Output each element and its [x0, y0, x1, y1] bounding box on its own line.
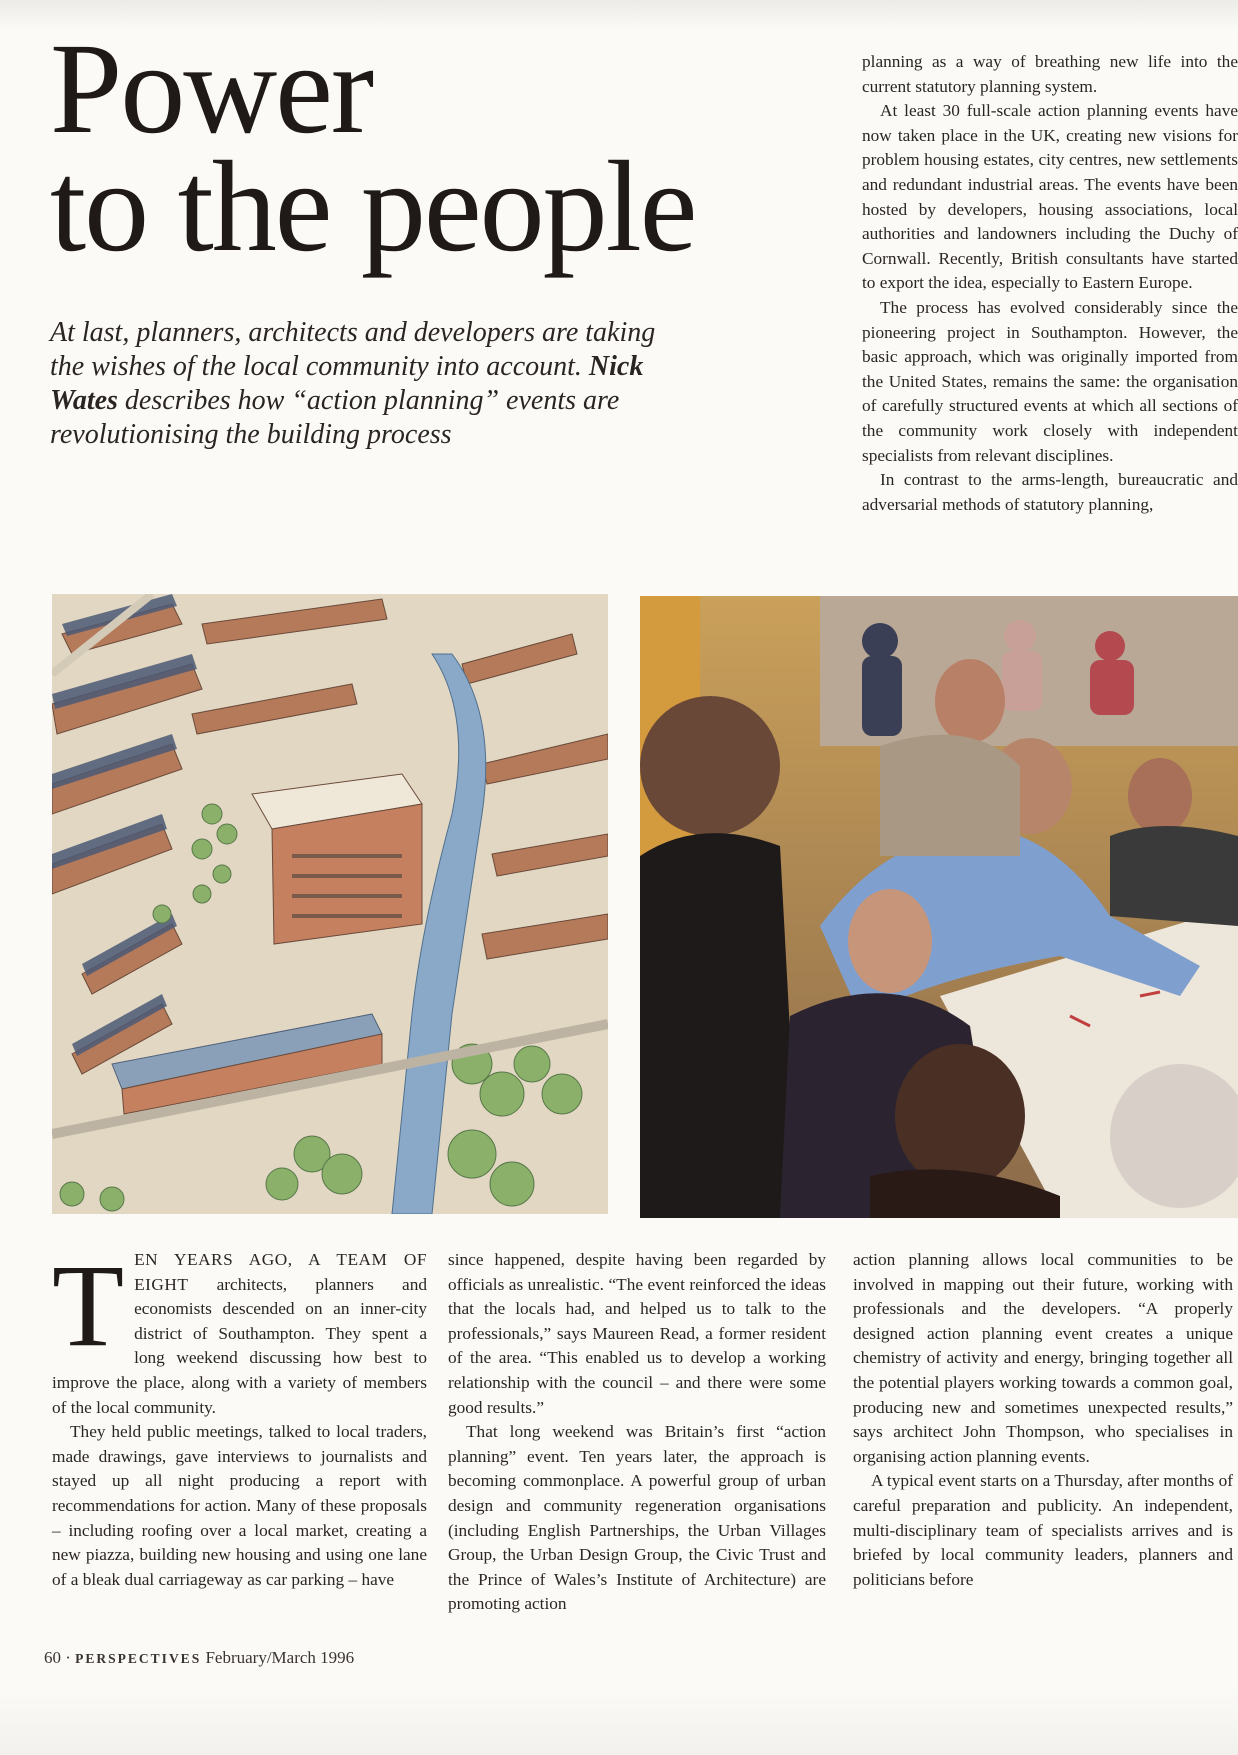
aerial-illustration-drawing — [52, 594, 608, 1214]
standfirst-text-b: describes how “action planning” events are revolutionising the building process — [50, 385, 620, 450]
page-footer — [44, 1648, 354, 1668]
article-title — [50, 17, 696, 279]
title-line-2: to the people — [50, 135, 696, 279]
standfirst — [50, 316, 690, 452]
top-right-paragraph: The process has evolved considerably since the pioneering project in Southampton. However, the basic approach, which was originally imported from the United States, remains the same: the organisation of carefully structured events at which all sections of the community work closely with independent specialists from relevant disciplines. — [862, 297, 1238, 465]
top-right-paragraph: At least 30 full-scale action planning events have now taken place in the UK, creating new visions for problem housing estates, city centres, new settlements and redundant industrial areas. The events have been hosted by developers, housing associations, local authorities and landowners including the Duchy of Cornwall. Recently, British consultants have started to export the idea, especially to Eastern Europe. — [862, 101, 1238, 293]
body-column-1 — [52, 1240, 427, 1592]
aerial-illustration — [52, 594, 608, 1214]
issue-date: February/March 1996 — [201, 1648, 355, 1667]
body-column-2 — [448, 1248, 826, 1617]
body-column-3 — [853, 1248, 1233, 1592]
standfirst-author: Nick Wates — [50, 351, 644, 416]
body-paragraph: They held public meetings, talked to local traders, made drawings, gave interviews to journalists and stayed up all night producing a report with recommendations for action. Many of these proposals – including roofing over a local market, creating a new piazza, building new housing and using one lane of a bleak dual carriageway as car parking – have — [52, 1422, 427, 1589]
lead-paragraph-text: architects, planners and economists descended on an inner-city district of Southampton. They spent a long weekend discussing how best to improve the place, along with a variety of members of the local community. — [52, 1274, 427, 1417]
drop-cap: T — [52, 1240, 125, 1371]
magazine-name: PERSPECTIVES — [75, 1651, 202, 1666]
body-paragraph: A typical event starts on a Thursday, after months of careful preparation and publicity. An independent, multi-disciplinary team of specialists arrives and is briefed by local community leaders, planners and politicians before — [853, 1471, 1233, 1589]
workshop-photograph — [640, 596, 1238, 1218]
workshop-photo-scene — [640, 596, 1238, 1218]
top-right-column — [862, 50, 1238, 517]
standfirst-text-a: At last, planners, architects and developers are taking the wishes of the local community into account. — [50, 317, 656, 382]
lead-in-smallcaps: EN YEARS AGO, A TEAM OF EIGHT — [134, 1250, 427, 1294]
body-paragraph: That long weekend was Britain’s first “action planning” event. Ten years later, the approach is becoming commonplace. A powerful group of urban design and community regeneration organisations (including English Partnerships, the Urban Villages Group, the Urban Design Group, the Civic Trust and the Prince of Wales’s Institute of Architecture) are promoting action — [448, 1422, 826, 1614]
body-paragraph: action planning allows local communities to be involved in mapping out their future, working with professionals and the developers. “A properly designed action planning event creates a unique chemistry of activity and energy, bringing together all the potential players working towards a common goal, producing new and sometimes unexpected results,” says architect John Thompson, who specialises in organising action planning events. — [853, 1250, 1233, 1466]
top-right-paragraph: In contrast to the arms-length, bureaucratic and adversarial methods of statutory planning, — [862, 470, 1238, 514]
title-line-1: Power — [50, 17, 373, 161]
body-paragraph: since happened, despite having been regarded by officials as unrealistic. “The event reinforced the ideas that the locals had, and helped us to talk to the professionals,” says Maureen Read, a former resident of the area. “This enabled us to develop a working relationship with the council – and there were some good results.” — [448, 1250, 826, 1417]
page-number: 60 — [44, 1648, 61, 1667]
top-right-paragraph: planning as a way of breathing new life into the current statutory planning system. — [862, 52, 1238, 96]
body-paragraph — [52, 1240, 427, 1420]
footer-separator: · — [61, 1648, 76, 1667]
